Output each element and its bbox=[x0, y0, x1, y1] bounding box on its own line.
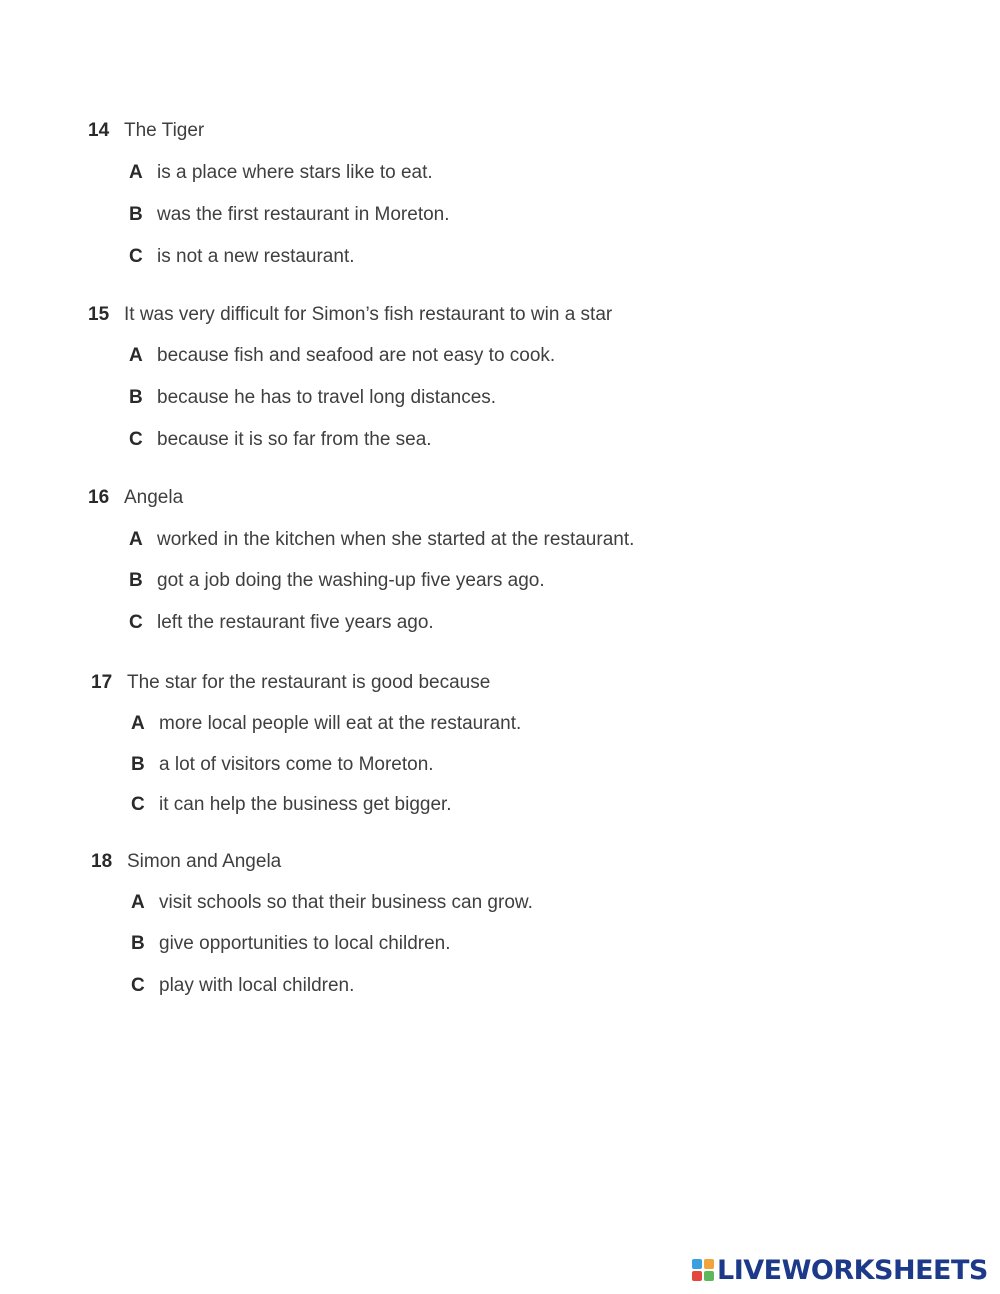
option-letter: B bbox=[131, 754, 145, 775]
option-b[interactable] bbox=[129, 568, 545, 594]
option-c[interactable] bbox=[129, 244, 355, 270]
option-letter: A bbox=[129, 162, 143, 183]
liveworksheets-logo-icon bbox=[692, 1259, 714, 1281]
question-text: Simon and Angela bbox=[127, 851, 282, 872]
option-letter: B bbox=[131, 933, 145, 954]
logo-square bbox=[692, 1271, 702, 1281]
option-text: is a place where stars like to eat. bbox=[157, 162, 433, 183]
question-text: The star for the restaurant is good because bbox=[127, 672, 491, 693]
option-letter: C bbox=[129, 612, 143, 633]
option-text: because fish and seafood are not easy to cook. bbox=[157, 345, 556, 366]
option-letter: C bbox=[129, 246, 143, 267]
question-stem bbox=[88, 485, 183, 511]
option-text: was the first restaurant in Moreton. bbox=[157, 204, 450, 225]
option-b[interactable] bbox=[131, 752, 434, 778]
question-text: The Tiger bbox=[124, 120, 205, 141]
option-b[interactable] bbox=[129, 202, 450, 228]
option-letter: C bbox=[131, 975, 145, 996]
question-number: 14 bbox=[88, 120, 110, 141]
option-text: a lot of visitors come to Moreton. bbox=[159, 754, 434, 775]
option-letter: B bbox=[129, 204, 143, 225]
option-a[interactable] bbox=[129, 527, 634, 553]
option-c[interactable] bbox=[131, 973, 354, 999]
option-letter: C bbox=[131, 794, 145, 815]
question-stem bbox=[88, 302, 612, 328]
option-c[interactable] bbox=[129, 610, 434, 636]
liveworksheets-brand bbox=[692, 1254, 988, 1286]
brand-text: LIVEWORKSHEETS bbox=[717, 1254, 988, 1286]
option-c[interactable] bbox=[131, 792, 452, 818]
option-text: worked in the kitchen when she started at the restaurant. bbox=[157, 529, 635, 550]
option-b[interactable] bbox=[129, 385, 496, 411]
logo-square bbox=[692, 1259, 702, 1269]
option-letter: C bbox=[129, 429, 143, 450]
option-c[interactable] bbox=[129, 427, 432, 453]
question-stem bbox=[88, 118, 204, 144]
option-letter: A bbox=[129, 529, 143, 550]
option-text: visit schools so that their business can grow. bbox=[159, 892, 533, 913]
option-text: play with local children. bbox=[159, 975, 355, 996]
option-text: more local people will eat at the restaurant. bbox=[159, 713, 522, 734]
option-text: give opportunities to local children. bbox=[159, 933, 451, 954]
question-text: Angela bbox=[124, 487, 184, 508]
option-a[interactable] bbox=[129, 160, 433, 186]
question-number: 17 bbox=[91, 672, 113, 693]
logo-square bbox=[704, 1271, 714, 1281]
option-a[interactable] bbox=[129, 343, 555, 369]
option-text: because it is so far from the sea. bbox=[157, 429, 432, 450]
option-text: because he has to travel long distances. bbox=[157, 387, 497, 408]
question-stem bbox=[91, 849, 281, 875]
question-number: 18 bbox=[91, 851, 113, 872]
option-letter: B bbox=[129, 570, 143, 591]
question-stem bbox=[91, 670, 490, 696]
option-text: got a job doing the washing-up five years ago. bbox=[157, 570, 545, 591]
option-letter: A bbox=[131, 892, 145, 913]
option-b[interactable] bbox=[131, 931, 451, 957]
option-a[interactable] bbox=[131, 711, 521, 737]
option-letter: A bbox=[129, 345, 143, 366]
logo-square bbox=[704, 1259, 714, 1269]
option-text: is not a new restaurant. bbox=[157, 246, 355, 267]
question-text: It was very difficult for Simon’s fish restaurant to win a star bbox=[124, 304, 613, 325]
question-number: 15 bbox=[88, 304, 110, 325]
option-text: it can help the business get bigger. bbox=[159, 794, 452, 815]
option-a[interactable] bbox=[131, 890, 533, 916]
option-letter: B bbox=[129, 387, 143, 408]
question-number: 16 bbox=[88, 487, 110, 508]
option-letter: A bbox=[131, 713, 145, 734]
option-text: left the restaurant five years ago. bbox=[157, 612, 434, 633]
